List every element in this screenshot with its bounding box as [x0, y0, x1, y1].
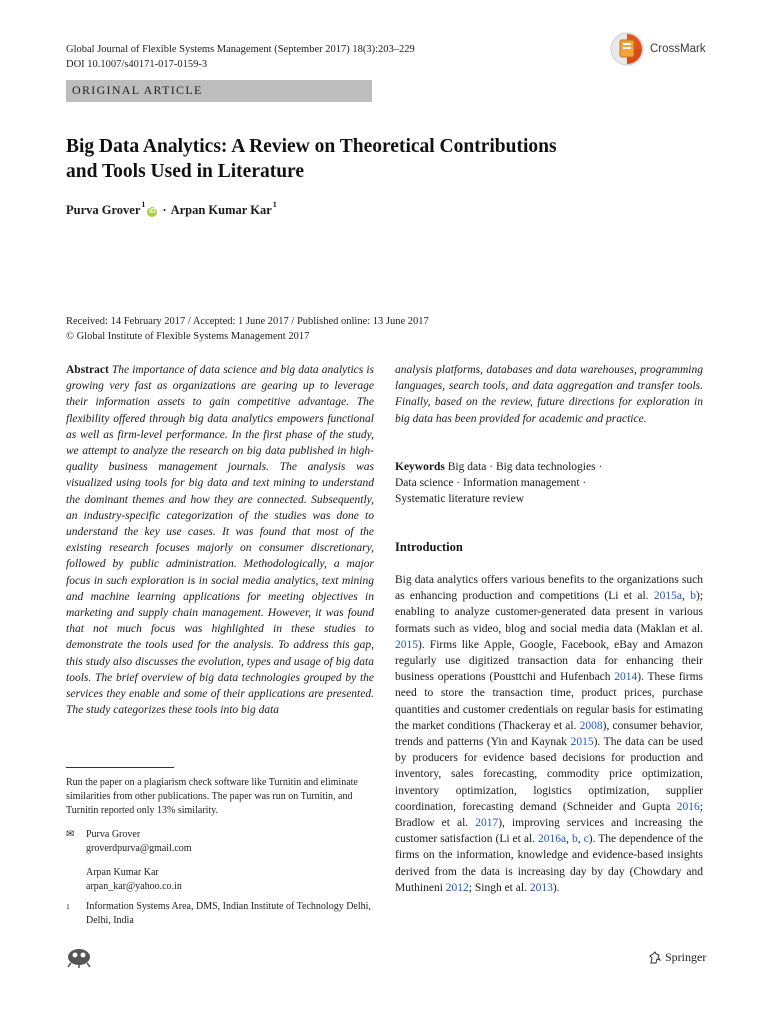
keywords-line-2: Data science · Information management ·	[395, 477, 587, 490]
gifts-logo	[66, 946, 92, 973]
introduction-text: ); enabling to analyze customer-generated data present in various formats such as video, blog and social media data (Maklan et al.	[395, 590, 704, 635]
dates-line: Received: 14 February 2017 / Accepted: 1 June 2017 / Published online: 13 June 2017	[66, 316, 429, 327]
introduction-text: ; Singh et al.	[468, 881, 530, 894]
citation-link[interactable]: c	[583, 833, 589, 846]
introduction-text: ). Firms like Apple, Google, Facebook, eBay and Amazon regularly use digitized transaction data for enhancing their business operations (Pousttchi and Hufenbach	[395, 638, 703, 684]
correspondence-block	[66, 828, 384, 894]
introduction-text: ).	[552, 881, 560, 894]
introduction-heading: Introduction	[395, 540, 463, 554]
plagiarism-note: Run the paper on a plagiarism check software like Turnitin and eliminate similarities from other publications. The paper was run on Turnitin, and Turnitin reported only 13% similarity.	[66, 777, 358, 816]
author-1-affiliation-mark: 1	[141, 200, 146, 209]
springer-horse-icon	[648, 951, 662, 965]
introduction-text: ). These firms need to store the transaction time, product prices, purchase quantities and customer credentials on regular basis for estimating the market conditions (Thackeray et al.	[395, 671, 703, 732]
citation-link[interactable]: 2014	[614, 671, 638, 684]
introduction-text: ,	[566, 833, 573, 846]
title-line-1: Big Data Analytics: A Review on Theoretical Contributions	[66, 136, 557, 157]
crossmark-badge[interactable]	[610, 32, 706, 66]
journal-citation	[66, 42, 415, 72]
author-1[interactable]: Purva Grover	[66, 203, 141, 217]
author-2-affiliation-mark: 1	[272, 200, 277, 209]
abstract-label: Abstract	[66, 364, 109, 376]
author-list	[66, 200, 277, 218]
doi-line[interactable]: DOI 10.1007/s40171-017-0159-3	[66, 59, 208, 70]
introduction-paragraph	[395, 572, 703, 896]
keywords-line-3: Systematic literature review	[395, 493, 525, 506]
gifts-logo-icon	[66, 946, 92, 968]
footnote-rule	[66, 767, 174, 768]
envelope-icon: ✉	[66, 829, 75, 840]
introduction-text: Big data analytics offers various benefits to the organizations such as enhancing production and competitions (Li et al.	[395, 574, 703, 603]
article-type-band	[66, 80, 372, 102]
springer-logo	[648, 950, 706, 965]
affiliation	[66, 900, 384, 928]
title-line-2: and Tools Used in Literature	[66, 161, 305, 182]
keywords	[395, 459, 703, 508]
introduction-text: ,	[577, 833, 584, 846]
crossmark-icon	[610, 32, 644, 66]
introduction-text: ), consumer behavior, trends and patterns (Yin and Kaynak	[395, 719, 704, 749]
keywords-label: Keywords	[395, 461, 445, 473]
crossmark-label: CrossMark	[650, 43, 706, 55]
citation-link[interactable]: 2015a	[653, 590, 683, 603]
keywords-line-1: Big data · Big data technologies ·	[447, 461, 603, 473]
affiliation-number: 1	[66, 902, 70, 911]
citation-link[interactable]: 2008	[579, 719, 603, 732]
publication-history	[66, 314, 429, 344]
corr-author-2-email[interactable]: arpan_kar@yahoo.co.in	[86, 881, 182, 892]
introduction-body	[395, 572, 703, 896]
abstract-text: The importance of data science and big data analytics is growing very fast as organizations are gearing up to leverage their information assets to gain competitive advantage. The flexibility offered through big data analytics empowers functional as well as firm-level performance. In the first phase of the study, we attempt to analyze the research on big data published in high-quality business management journals. The analysis was visualized using tools for big data and text mining to understand the dominant themes and how they are connected. Subsequently, an industry-specific categorization of the studies was done to understand the key use cases. It was found that most of the existing research focuses majorly on consumer discretionary, followed by public administration. Methodologically, a major focus in such exploration is in social media analytics, text mining and machine learning applications for meeting objectives in marketing and supply chain management. However, it was found that not much focus was highlighted in these studies to demonstrate the tools used for the analysis. To address this gap, this study also discusses the evolution, types and usage of big data tools. The brief overview of big data technologies grouped by the services they enable and some of their applications are presented. The study categorizes these tools into big data	[66, 364, 375, 717]
citation-link[interactable]: 2013	[529, 881, 553, 894]
orcid-icon[interactable]: iD	[148, 208, 156, 215]
journal-line: Global Journal of Flexible Systems Management (September 2017) 18(3):203–229	[66, 44, 415, 55]
paper-title	[66, 134, 706, 184]
publisher-name: Springer	[665, 950, 707, 964]
author-separator: ·	[162, 203, 167, 217]
author-2[interactable]: Arpan Kumar Kar	[170, 203, 272, 217]
citation-link[interactable]: 2016a	[538, 833, 567, 846]
introduction-text: ; Bradlow et al.	[395, 800, 703, 830]
citation-link[interactable]: 2015	[570, 736, 594, 749]
citation-link[interactable]: b	[572, 833, 578, 846]
affiliation-text: Information Systems Area, DMS, Indian Institute of Technology Delhi, Delhi, India	[86, 901, 371, 926]
corr-author-1-name: Purva Grover	[86, 829, 141, 840]
citation-link[interactable]: 2016	[676, 800, 700, 813]
corr-author-1-email[interactable]: groverdpurva@gmail.com	[86, 843, 192, 854]
introduction-text: ). The dependence of the firms on the information, knowledge and evidence-based insights derived from the data is increasing day by day (Chowdary and Muthineni	[395, 833, 704, 894]
citation-link[interactable]: 2017	[475, 817, 499, 830]
introduction-text: ). The data can be used by producers for evidence based decisions for production and inventory, sales forecasting, commodity price optimization, inventory optimization, logistics optimization, supplier coordination, forecasting demand (Schneider and Gupta	[395, 736, 704, 813]
citation-link[interactable]: 2015	[395, 638, 418, 651]
article-type: ORIGINAL ARTICLE	[72, 83, 203, 97]
citation-link[interactable]: b	[690, 590, 696, 603]
abstract	[66, 362, 374, 718]
introduction-text: ,	[682, 590, 691, 603]
corr-author-2-name: Arpan Kumar Kar	[86, 867, 159, 878]
copyright-line: © Global Institute of Flexible Systems Management 2017	[66, 331, 310, 342]
citation-link[interactable]: 2012	[445, 881, 469, 894]
introduction-text: ), improving services and increasing the customer satisfaction (Li et al.	[395, 817, 704, 846]
abstract-continuation: analysis platforms, databases and data warehouses, programming languages, search tools, and data aggregation and transfer tools. Finally, based on the review, future directions for exploration in big data has been provided for academic and practice.	[395, 364, 703, 425]
